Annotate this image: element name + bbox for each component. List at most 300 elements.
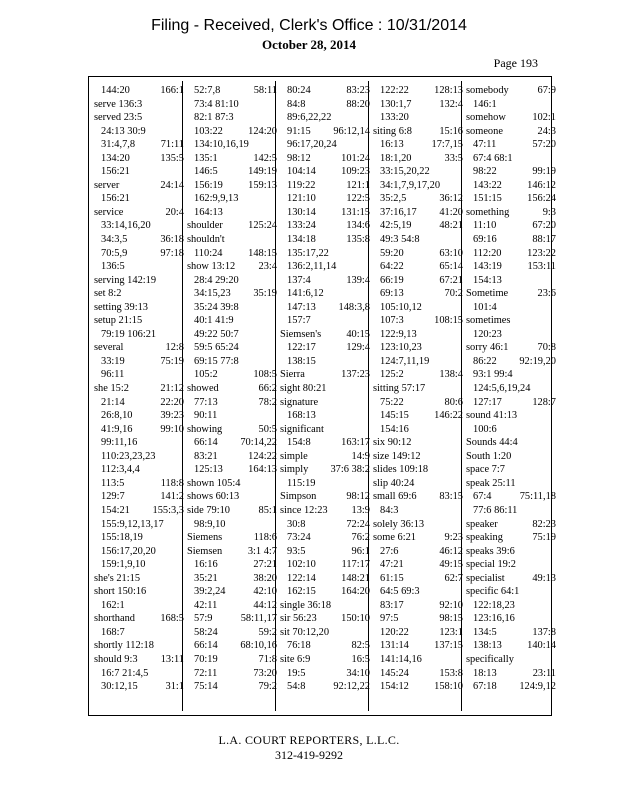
index-entry [466,301,558,315]
index-entry-text: 120:22 [380,626,409,638]
index-entry [373,572,465,586]
index-entry-text: 122:17 [287,342,316,354]
index-entry [466,518,558,532]
index-entry-text: 70:19 [194,653,218,665]
index-entry-text: 122:18,23 [473,599,515,611]
index-entry [280,355,372,369]
index-entry [94,219,186,233]
index-entry [94,409,186,423]
index-entry [187,463,279,477]
index-entry [187,680,279,694]
index-entry-text: 66:14 [194,640,218,652]
index-entry-ref: 98:15 [439,613,463,625]
index-entry [280,260,372,274]
index-entry-text: 104:14 [287,166,316,178]
index-entry [280,98,372,112]
index-entry-text: 110:23,23,23 [101,450,156,462]
index-entry [373,504,465,518]
index-entry-ref: 134:6 [346,220,370,232]
index-entry-ref: 98:12 [346,491,370,503]
index-entry-text: 35:2,5 [380,193,407,205]
index-entry-text: 34:15,23 [194,288,231,300]
index-entry-text: shortly 112:18 [94,640,154,652]
index-entry-text: 134:5 [473,626,497,638]
index-entry-text: 141:14,16 [380,653,422,665]
index-entry [280,667,372,681]
index-entry [187,98,279,112]
index-entry [187,355,279,369]
index-entry-ref: 129:4 [346,342,370,354]
index-entry [466,531,558,545]
index-entry [373,274,465,288]
index-column-2 [187,84,279,715]
index-entry-text: 138:13 [473,640,502,652]
index-entry [466,206,558,220]
index-entry [373,355,465,369]
index-entry [94,558,186,572]
index-entry-text: since 12:23 [280,504,328,516]
index-entry [280,612,372,626]
index-entry [187,518,279,532]
index-entry-text: 66:14 [194,437,218,449]
index-entry [187,599,279,613]
index-entry-text: sit 70:12,20 [280,626,330,638]
index-entry-ref: 96:12,14 [333,125,370,137]
index-entry-text: 21:14 [101,396,125,408]
index-entry-text: should 9:3 [94,653,138,665]
index-entry-ref: 58:11 [253,85,277,96]
index-entry [94,368,186,382]
index-entry [280,314,372,328]
index-entry [187,477,279,491]
index-entry-ref: 99:19 [532,166,556,178]
index-entry [280,368,372,382]
index-entry [94,125,186,139]
index-entry [187,165,279,179]
index-entry [373,368,465,382]
index-entry-ref: 124:9,12 [519,681,556,693]
index-entry-ref: 128:13 [434,85,463,96]
index-entry-ref: 125:24 [248,220,277,232]
index-entry-ref: 149:19 [248,166,277,178]
index-entry-text: 164:13 [194,206,223,218]
index-entry [187,233,279,247]
index-entry [280,287,372,301]
index-entry-text: 41:9,16 [101,423,133,435]
index-entry [187,409,279,423]
filing-stamp: Filing - Received, Clerk's Office : 10/31/2014 [151,17,467,34]
index-entry-ref: 13:9 [351,504,370,516]
index-entry-ref: 42:10 [253,586,277,598]
index-entry [94,450,186,464]
index-entry-ref: 135:8 [346,234,370,246]
index-entry-ref: 67:20 [532,220,556,232]
index-entry [94,192,186,206]
index-entry-text: Sometime [466,288,509,300]
index-entry-text: 129:7 [101,491,125,503]
index-entry [373,165,465,179]
index-entry [94,274,186,288]
index-entry-text: 162:1 [101,599,125,611]
index-entry-ref: 22:20 [160,396,184,408]
index-entry-text: 18:1,20 [380,152,412,164]
index-entry-ref: 137:8 [532,626,556,638]
index-entry-text: 79:19 106:21 [101,328,157,340]
index-entry-text: 99:11,16 [101,437,138,449]
index-entry-text: slides 109:18 [373,464,429,476]
index-entry [280,341,372,355]
index-entry-text: 76:18 [287,640,311,652]
index-entry-text: 141:6,12 [287,288,324,300]
index-entry-ref: 70:14,22 [240,437,277,449]
index-entry [280,518,372,532]
index-entry-ref: 49:15 [439,559,463,571]
index-entry-text: sight 80:21 [280,383,327,395]
index-entry [373,301,465,315]
index-entry-ref: 128:7 [532,396,556,408]
index-entry-ref: 108:5 [253,369,277,381]
index-entry-text: someone [466,125,503,137]
index-entry [466,138,558,152]
index-entry [373,599,465,613]
index-entry [94,545,186,559]
index-entry [280,274,372,288]
index-entry-ref: 31:1 [165,681,184,693]
index-column-5 [466,84,558,715]
index-entry-text: 40:1 41:9 [194,315,234,327]
index-entry [466,341,558,355]
index-entry [94,314,186,328]
index-entry-ref: 148:21 [341,572,370,584]
index-entry [466,111,558,125]
index-entry-ref: 92:19,20 [519,355,556,367]
index-entry-text: 154:21 [101,504,130,516]
index-entry-ref: 67:21 [439,274,463,286]
index-entry [373,314,465,328]
index-entry-text: slip 40:24 [373,477,415,489]
index-entry [280,626,372,640]
index-entry [187,653,279,667]
index-entry-text: Sierra [280,369,305,381]
index-entry-text: 122:9,13 [380,328,417,340]
index-entry-text: 57:9 [194,613,213,625]
index-entry-text: 90:11 [194,410,218,422]
index-entry-text: 121:10 [287,193,316,205]
index-entry [187,84,279,98]
index-entry-text: 84:8 [287,98,306,110]
index-entry [187,667,279,681]
index-entry-text: 69:13 [380,288,404,300]
index-entry-text: 52:7,8 [194,85,221,96]
index-entry [94,179,186,193]
index-entry-text: 120:23 [473,328,502,340]
index-entry-text: 70:5,9 [101,247,128,259]
index-entry-text: 84:3 [380,504,399,516]
index-entry-text: 58:24 [194,626,218,638]
index-entry [94,111,186,125]
index-entry [466,436,558,450]
index-entry [187,219,279,233]
index-entry [94,477,186,491]
index-entry [94,206,186,220]
index-entry-ref: 109:23 [341,166,370,178]
index-entry [373,111,465,125]
index-entry-ref: 96:1 [351,545,370,557]
index-entry [373,653,465,667]
index-entry-text: 143:22 [473,179,502,191]
index-entry-ref: 164:13 [248,464,277,476]
index-entry [280,152,372,166]
index-entry [466,219,558,233]
index-entry [373,152,465,166]
index-entry-text: six 90:12 [373,437,412,449]
index-entry [94,84,186,98]
index-column-4 [373,84,465,715]
index-entry-ref: 23:6 [537,288,556,300]
index-entry-ref: 75:11,18 [519,491,556,503]
index-entry-ref: 82:5 [351,640,370,652]
index-entry-text: 39:2,24 [194,586,226,598]
index-entry-text: 35:24 39:8 [194,301,239,313]
index-entry-text: simply [280,464,309,476]
index-entry-text: 147:13 [287,301,316,313]
index-entry-text: setup 21:15 [94,315,143,327]
index-entry-text: speak 25:11 [466,477,516,489]
index-entry-ref: 156:24 [527,193,556,205]
index-entry-text: 115:19 [287,477,316,489]
index-entry [94,287,186,301]
index-entry-text: 93:1 99:4 [473,369,513,381]
index-entry-ref: 3:1 4:7 [247,545,277,557]
index-entry-text: 119:22 [287,179,316,191]
index-entry-text: 37:16,17 [380,206,417,218]
index-entry [280,219,372,233]
index-entry [466,314,558,328]
index-entry-text: Siemsen [187,545,223,557]
index-entry-ref: 70:8 [537,342,556,354]
index-entry-text: speaks 39:6 [466,545,515,557]
index-entry [94,504,186,518]
index-entry [187,301,279,315]
index-entry [373,612,465,626]
index-entry [280,558,372,572]
index-entry-text: Siemens [187,532,223,544]
index-entry [466,396,558,410]
index-entry [280,585,372,599]
index-entry-text: 93:5 [287,545,306,557]
index-entry-text: 157:7 [287,315,311,327]
index-entry-ref: 17:7,15 [431,139,463,151]
index-entry-ref: 137:23 [341,369,370,381]
index-entry [187,314,279,328]
index-entry-text: shorthand [94,613,135,625]
index-entry [187,138,279,152]
index-entry-text: 110:24 [194,247,223,259]
index-entry [187,572,279,586]
index-entry-ref: 137:15 [434,640,463,652]
index-entry-text: 145:15 [380,410,409,422]
index-entry-text: 86:22 [473,355,497,367]
index-entry-text: 96:11 [101,369,125,381]
index-entry-text: 83:21 [194,450,218,462]
index-entry [94,328,186,342]
index-entry [466,477,558,491]
index-entry-text: 123:10,23 [380,342,422,354]
index-entry-text: 113:5 [101,477,125,489]
index-entry-text: 124:7,11,19 [380,355,430,367]
index-entry-text: 98:12 [287,152,311,164]
index-entry-text: simple [280,450,308,462]
index-entry-text: 59:20 [380,247,404,259]
index-entry-ref: 148:3,8 [338,301,370,313]
index-entry-text: 59:5 65:24 [194,342,239,354]
index-entry [373,125,465,139]
index-entry-ref: 50:5 [258,423,277,435]
index-entry-ref: 66:2 [258,383,277,395]
index-entry [187,152,279,166]
index-entry-text: 47:21 [380,559,404,571]
index-entry [187,612,279,626]
index-entry-ref: 146:22 [434,410,463,422]
index-entry-text: 107:3 [380,315,404,327]
index-entry-text: 131:14 [380,640,409,652]
index-entry-ref: 9:3 [542,206,556,218]
index-entry [373,490,465,504]
index-entry-text: 97:5 [380,613,399,625]
index-entry-ref: 76:2 [351,532,370,544]
index-entry-text: 69:15 77:8 [194,355,239,367]
index-entry [187,368,279,382]
index-entry [373,436,465,450]
index-entry-text: special 19:2 [466,559,516,571]
index-entry-text: specifically [466,653,514,665]
index-entry-text: showing [187,423,223,435]
index-entry [466,653,558,667]
index-entry-text: showed [187,383,219,395]
index-entry [94,518,186,532]
index-entry-text: space 7:7 [466,464,505,476]
index-entry [94,653,186,667]
index-entry-ref: 142:5 [253,152,277,164]
index-entry-ref: 150:10 [341,613,370,625]
index-entry-ref: 139:4 [346,274,370,286]
index-entry-ref: 158:10 [434,681,463,693]
index-entry-text: 136:5 [101,261,125,273]
index-entry [466,152,558,166]
index-entry-text: some 6:21 [373,532,417,544]
index-entry [373,680,465,694]
index-entry-ref: 146:12 [527,179,556,191]
index-entry [373,233,465,247]
index-entry-ref: 118:6 [253,532,277,544]
index-entry-text: 47:11 [473,139,497,151]
index-entry-text: 91:15 [287,125,311,137]
index-entry [94,382,186,396]
index-entry [466,247,558,261]
index-entry [280,192,372,206]
index-entry-ref: 124:20 [248,125,277,137]
index-entry-text: site 6:9 [280,653,311,665]
index-entry [373,450,465,464]
index-entry [94,531,186,545]
index-entry-ref: 23:11 [532,667,556,679]
index-entry [94,585,186,599]
index-entry [94,599,186,613]
index-entry-text: sorry 46:1 [466,342,509,354]
index-entry [94,260,186,274]
index-entry-ref: 46:12 [439,545,463,557]
index-entry-ref: 166:1 [160,85,184,96]
index-entry [466,355,558,369]
index-entry-ref: 75:19 [532,532,556,544]
index-entry-text: 83:17 [380,599,404,611]
index-entry-text: 105:2 [194,369,218,381]
index-entry [187,111,279,125]
index-entry-text: 122:22 [380,85,409,96]
index-entry [187,545,279,559]
index-entry-text: speaking [466,532,503,544]
index-entry [373,463,465,477]
index-entry-text: 16:7 21:4,5 [101,667,149,679]
index-entry-text: 130:14 [287,206,316,218]
index-entry [373,667,465,681]
index-entry-text: 151:15 [473,193,502,205]
index-entry-text: 154:8 [287,437,311,449]
index-entry-text: she 15:2 [94,383,129,395]
index-entry-text: 75:14 [194,681,218,693]
index-entry-text: 34:3,5 [101,234,128,246]
index-entry-text: 24:13 30:9 [101,125,146,137]
index-entry-ref: 35:19 [253,288,277,300]
index-entry-ref: 36:18 [160,234,184,246]
index-entry [466,125,558,139]
index-entry-text: speaker [466,518,498,530]
index-entry-text: 156:17,20,20 [101,545,156,557]
index-entry-ref: 153:11 [527,261,556,273]
index-entry-text: 124:5,6,19,24 [473,383,531,395]
index-entry-ref: 79:2 [258,681,277,693]
index-entry-text: 102:10 [287,559,316,571]
index-entry-text: short 150:16 [94,586,147,598]
index-entry [94,355,186,369]
index-entry [187,179,279,193]
index-column-3 [280,84,372,715]
index-entry-ref: 168:5 [160,613,184,625]
index-entry-text: sound 41:13 [466,410,518,422]
index-entry [466,626,558,640]
index-entry-ref: 67:9 [537,85,556,96]
index-entry-ref: 123:22 [527,247,556,259]
index-entry-text: 134:20 [101,152,130,164]
index-entry-text: sometimes [466,315,511,327]
index-entry [187,558,279,572]
index-entry-text: 125:2 [380,369,404,381]
index-entry [466,260,558,274]
index-entry [466,165,558,179]
index-entry-ref: 72:24 [346,518,370,530]
index-entry-text: 144:20 [101,85,130,96]
index-entry-ref: 123:1 [439,626,463,638]
index-entry-ref: 49:13 [532,572,556,584]
index-entry [187,260,279,274]
index-entry [280,504,372,518]
index-entry-ref: 24:14 [160,179,184,191]
index-entry [373,287,465,301]
index-entry-text: 73:4 81:10 [194,98,239,110]
index-entry [373,585,465,599]
index-entry-text: 64:5 69:3 [380,586,420,598]
index-entry-ref: 163:17 [341,437,370,449]
